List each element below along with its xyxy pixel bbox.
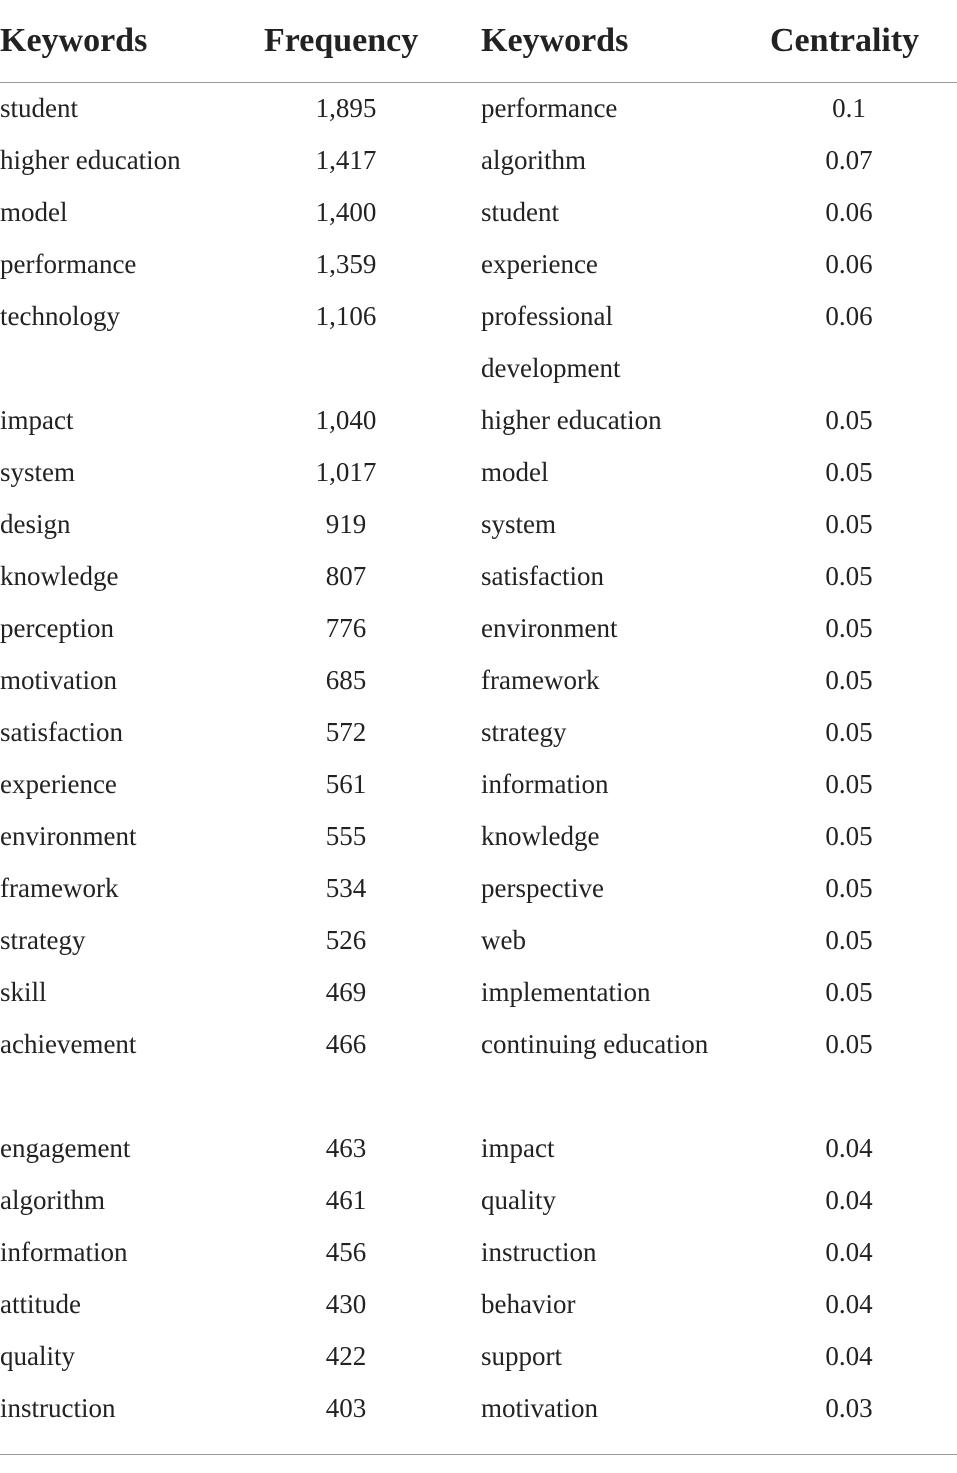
cell-keyword-centrality: environment [481,613,618,643]
cell-frequency: 555 [325,821,367,851]
cell-keyword-centrality: higher education [481,405,662,435]
cell-centrality: 0.05 [825,717,873,747]
cell-keyword-centrality: perspective [481,873,604,903]
cell-keyword-centrality: impact [481,1133,555,1163]
cell-keyword-frequency: student [0,93,78,123]
table-row [0,446,957,498]
cell-keyword-frequency: experience [0,769,117,799]
table-row [0,810,957,862]
table-bottom-rule [0,1454,957,1455]
table-row [0,550,957,602]
cell-frequency: 1,040 [315,405,377,435]
table-row [0,862,957,914]
cell-keyword-frequency: technology [0,301,120,331]
cell-keyword-centrality: behavior [481,1289,576,1319]
table-row [0,186,957,238]
cell-frequency: 469 [325,977,367,1007]
cell-centrality: 0.05 [825,873,873,903]
header-keywords-right: Keywords [481,22,629,59]
cell-keyword-frequency: perception [0,613,114,643]
cell-frequency: 561 [325,769,367,799]
cell-frequency: 1,017 [315,457,377,487]
cell-keyword-centrality: algorithm [481,145,586,175]
header-keywords-left: Keywords [0,22,148,59]
cell-frequency: 1,895 [315,93,377,123]
table-row [0,1018,957,1122]
cell-centrality: 0.04 [825,1341,873,1371]
table-row [0,1122,957,1174]
cell-frequency: 1,106 [315,301,377,331]
cell-keyword-frequency: higher education [0,145,181,175]
cell-keyword-centrality: quality [481,1185,556,1215]
cell-keyword-frequency: information [0,1237,128,1267]
table-header [0,0,957,83]
table-row [0,654,957,706]
cell-keyword-centrality: professional development [481,301,621,383]
cell-keyword-frequency: environment [0,821,137,851]
table-row [0,914,957,966]
table-row [0,498,957,550]
cell-keyword-centrality: web [481,925,526,955]
cell-keyword-frequency: system [0,457,76,487]
cell-centrality: 0.05 [825,509,873,539]
cell-centrality: 0.06 [825,249,873,279]
cell-keyword-centrality: student [481,197,559,227]
cell-frequency: 534 [325,873,367,903]
table-row [0,1226,957,1278]
cell-keyword-centrality: satisfaction [481,561,604,591]
cell-keyword-frequency: model [0,197,68,227]
cell-centrality: 0.04 [825,1289,873,1319]
cell-centrality: 0.05 [825,405,873,435]
cell-centrality: 0.05 [825,457,873,487]
cell-keyword-centrality: knowledge [481,821,600,851]
table-row [0,1278,957,1330]
table-body [0,82,957,1434]
cell-centrality: 0.06 [825,301,873,331]
cell-frequency: 422 [325,1341,367,1371]
table-row [0,290,957,394]
cell-keyword-frequency: design [0,509,71,539]
cell-keyword-frequency: performance [0,249,137,279]
cell-centrality: 0.03 [825,1393,873,1423]
cell-centrality: 0.05 [825,769,873,799]
cell-centrality: 0.04 [825,1133,873,1163]
cell-keyword-frequency: skill [0,977,47,1007]
cell-frequency: 456 [325,1237,367,1267]
cell-frequency: 526 [325,925,367,955]
cell-keyword-centrality: model [481,457,549,487]
cell-frequency: 807 [325,561,367,591]
cell-frequency: 919 [325,509,367,539]
cell-keyword-frequency: framework [0,873,119,903]
header-frequency: Frequency [264,22,419,59]
cell-frequency: 430 [325,1289,367,1319]
table-row [0,1382,957,1434]
cell-keyword-centrality: instruction [481,1237,597,1267]
table-row [0,1174,957,1226]
cell-frequency: 403 [325,1393,367,1423]
table-row [0,82,957,134]
cell-centrality: 0.05 [825,977,873,1007]
cell-keyword-frequency: attitude [0,1289,81,1319]
cell-centrality: 0.06 [825,197,873,227]
cell-frequency: 685 [325,665,367,695]
cell-keyword-frequency: satisfaction [0,717,123,747]
table-row [0,758,957,810]
table-row [0,1330,957,1382]
cell-frequency: 1,400 [315,197,377,227]
cell-centrality: 0.05 [825,561,873,591]
cell-frequency: 463 [325,1133,367,1163]
cell-centrality: 0.04 [825,1185,873,1215]
cell-keyword-frequency: algorithm [0,1185,105,1215]
cell-centrality: 0.1 [832,93,866,123]
table-row [0,966,957,1018]
cell-keyword-frequency: strategy [0,925,86,955]
cell-centrality: 0.07 [825,145,873,175]
table-row [0,238,957,290]
cell-frequency: 1,417 [315,145,377,175]
cell-keyword-frequency: impact [0,405,74,435]
cell-keyword-frequency: motivation [0,665,117,695]
cell-keyword-frequency: achievement [0,1029,137,1059]
table-row [0,394,957,446]
cell-keyword-centrality: framework [481,665,600,695]
cell-centrality: 0.05 [825,1029,873,1059]
table-row [0,134,957,186]
cell-centrality: 0.05 [825,665,873,695]
header-centrality: Centrality [770,22,920,59]
cell-keyword-centrality: implementation [481,977,651,1007]
cell-keyword-frequency: engagement [0,1133,131,1163]
cell-keyword-centrality: support [481,1341,562,1371]
cell-keyword-centrality: information [481,769,609,799]
cell-centrality: 0.05 [825,821,873,851]
cell-keyword-frequency: knowledge [0,561,119,591]
cell-keyword-centrality: strategy [481,717,567,747]
cell-frequency: 1,359 [315,249,377,279]
cell-keyword-centrality: continuing education [481,1029,709,1059]
cell-centrality: 0.05 [825,613,873,643]
cell-frequency: 776 [325,613,367,643]
table-row [0,706,957,758]
cell-keyword-frequency: quality [0,1341,75,1371]
cell-frequency: 572 [325,717,367,747]
cell-frequency: 461 [325,1185,367,1215]
cell-keyword-centrality: experience [481,249,598,279]
cell-centrality: 0.04 [825,1237,873,1267]
table-row [0,602,957,654]
cell-keyword-centrality: performance [481,93,618,123]
cell-keyword-centrality: motivation [481,1393,598,1423]
cell-centrality: 0.05 [825,925,873,955]
cell-keyword-frequency: instruction [0,1393,116,1423]
cell-keyword-centrality: system [481,509,557,539]
cell-frequency: 466 [325,1029,367,1059]
